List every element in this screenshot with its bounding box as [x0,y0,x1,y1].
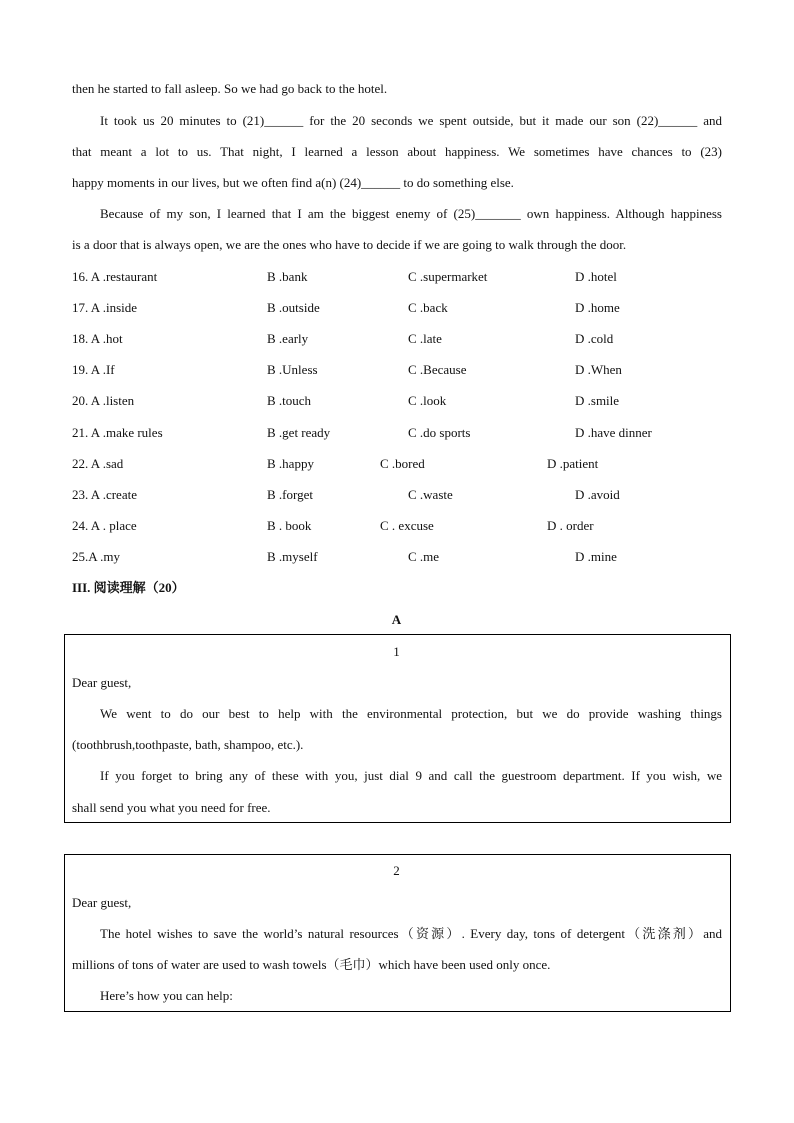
notice-number: 1 [393,644,400,659]
passage-line: It took us 20 minutes to (21)______ for the 20 seconds we spent outside, but it made our son (22)______ and [100,113,722,128]
option-d: D .have dinner [575,425,652,440]
notice-line: millions of tons of water are used to wash towels（毛巾）which have been used only once. [72,957,551,972]
option-a: 24. A . place [72,518,137,533]
option-d: D .mine [575,549,617,564]
option-a: 20. A .listen [72,393,135,408]
notice-line: Here’s how you can help: [100,988,233,1003]
option-c: C .do sports [408,425,471,440]
option-c: C .me [408,549,440,564]
notice-line: (toothbrush,toothpaste, bath, shampoo, etc.). [72,737,304,752]
option-c: C .supermarket [408,269,488,284]
option-c: C .look [408,393,447,408]
option-c: C .bored [380,456,425,471]
notice-line: We went to do our best to help with the environmental protection, but we do provide washing things [100,706,722,721]
notice-line: shall send you what you need for free. [72,800,271,815]
passage-line: happy moments in our lives, but we often find a(n) (24)______ to do something else. [72,175,514,190]
option-a: 16. A .restaurant [72,269,158,284]
option-a: 18. A .hot [72,331,123,346]
option-d: D .smile [575,393,620,408]
option-c: C .Because [408,362,467,377]
option-a: 19. A .If [72,362,115,377]
option-d: D .home [575,300,620,315]
option-d: D .cold [575,331,614,346]
option-b: B .Unless [267,362,318,377]
option-a: 17. A .inside [72,300,138,315]
option-a: 22. A .sad [72,456,124,471]
notice-line: The hotel wishes to save the world’s natural resources（资源）. Every day, tons of detergent（洗涤剂）and [100,926,722,941]
notice-number: 2 [393,863,400,878]
option-a: 23. A .create [72,487,137,502]
option-d: D .hotel [575,269,617,284]
option-b: B .early [267,331,309,346]
part-label: A [391,612,402,627]
option-c: C .late [408,331,442,346]
option-b: B . book [267,518,312,533]
option-b: B .outside [267,300,320,315]
option-b: B .myself [267,549,318,564]
passage-line: is a door that is always open, we are the ones who have to decide if we are going to walk through the door. [72,237,627,252]
option-d: D .When [575,362,622,377]
passage-line: then he started to fall asleep. So we had go back to the hotel. [72,81,388,96]
notice-line: If you forget to bring any of these with you, just dial 9 and call the guestroom department. If you wish, we [100,768,722,783]
notice-box-1 [64,634,731,823]
notice-greeting: Dear guest, [72,895,132,910]
option-b: B .bank [267,269,308,284]
notice-greeting: Dear guest, [72,675,132,690]
option-d: D .avoid [575,487,620,502]
option-c: C .waste [408,487,453,502]
passage-line: Because of my son, I learned that I am the biggest enemy of (25)_______ own happiness. Although happiness [100,206,722,221]
option-a: 25.A .my [72,549,121,564]
option-b: B .forget [267,487,313,502]
passage-line: that meant a lot to us. That night, I learned a lesson about happiness. We sometimes have chances to (23) [72,144,722,159]
option-b: B .get ready [267,425,331,440]
option-b: B .happy [267,456,314,471]
option-d: D .patient [547,456,599,471]
option-d: D . order [547,518,594,533]
section-heading: III. 阅读理解（20） [72,580,185,595]
option-a: 21. A .make rules [72,425,163,440]
option-b: B .touch [267,393,312,408]
option-c: C .back [408,300,448,315]
option-c: C . excuse [380,518,434,533]
